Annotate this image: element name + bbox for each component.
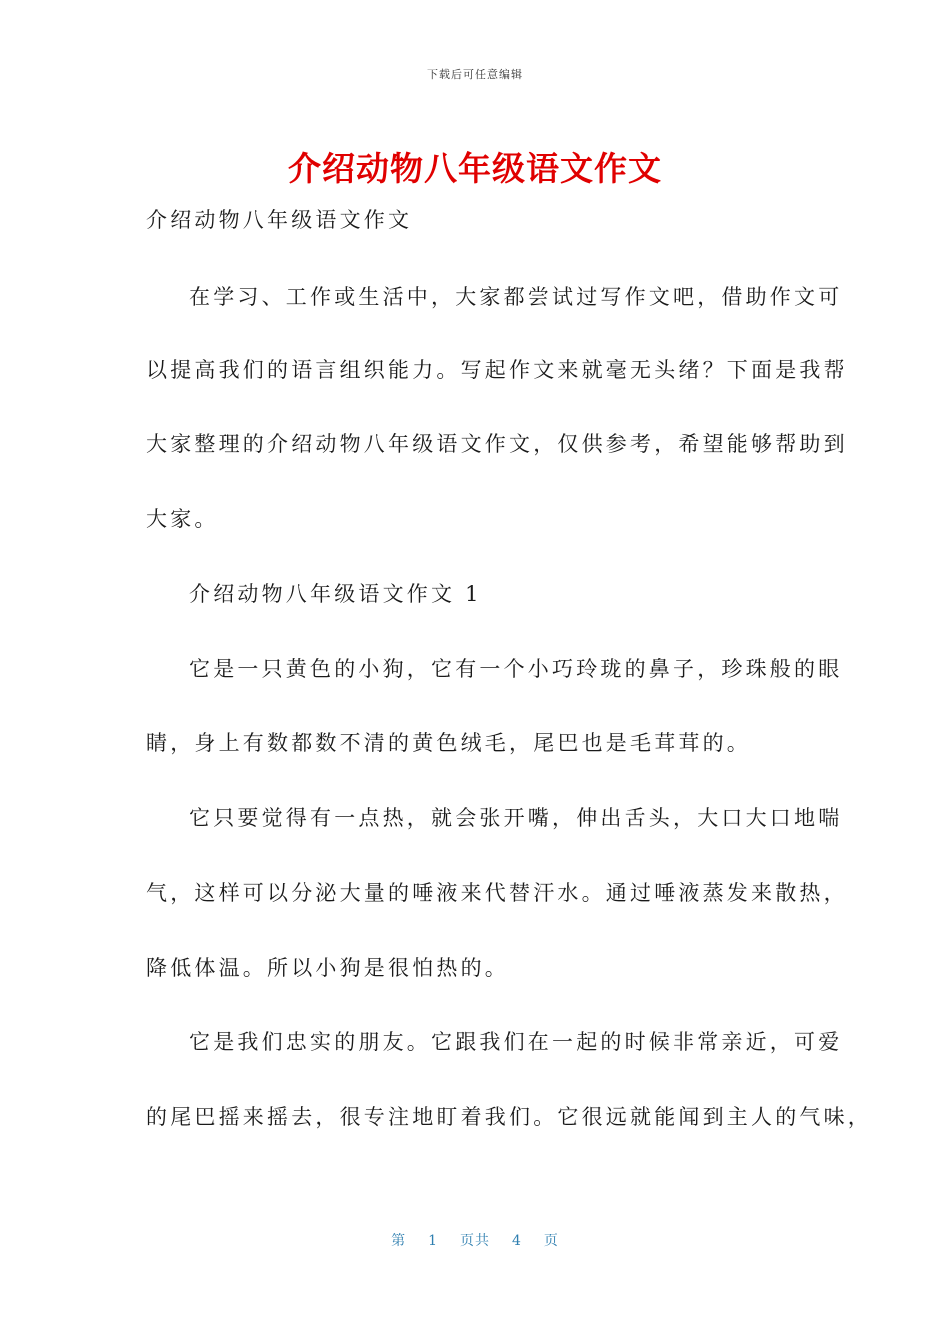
page-footer bbox=[0, 1230, 950, 1250]
footer-total-pages: 4 bbox=[512, 1233, 522, 1249]
paragraph-line: 大家。 bbox=[146, 507, 219, 531]
paragraph-line: 它只要觉得有一点热，就会张开嘴，伸出舌头，大口大口地喘 bbox=[189, 806, 843, 830]
footer-middle: 页共 bbox=[460, 1233, 490, 1249]
subtitle-line: 介绍动物八年级语文作文 bbox=[146, 208, 413, 232]
paragraph-line: 在学习、工作或生活中，大家都尝试过写作文吧，借助作文可 bbox=[189, 285, 843, 309]
section-heading: 介绍动物八年级语文作文 1 bbox=[189, 582, 482, 606]
paragraph-line: 它是我们忠实的朋友。它跟我们在一起的时候非常亲近，可爱 bbox=[189, 1030, 843, 1054]
paragraph-line: 的尾巴摇来摇去，很专注地盯着我们。它很远就能闻到主人的气味， bbox=[146, 1105, 872, 1129]
footer-suffix: 页 bbox=[543, 1233, 559, 1249]
paragraph-line: 大家整理的介绍动物八年级语文作文，仅供参考，希望能够帮助到 bbox=[146, 432, 848, 456]
document-title: 介绍动物八年级语文作文 bbox=[288, 149, 662, 188]
paragraph-line: 睛，身上有数都数不清的黄色绒毛，尾巴也是毛茸茸的。 bbox=[146, 731, 751, 755]
paragraph-line: 它是一只黄色的小狗，它有一个小巧玲珑的鼻子，珍珠般的眼 bbox=[189, 657, 843, 681]
footer-prefix: 第 bbox=[391, 1233, 407, 1249]
paragraph-line: 气，这样可以分泌大量的唾液来代替汗水。通过唾液蒸发来散热， bbox=[146, 881, 848, 905]
paragraph-line: 以提高我们的语言组织能力。写起作文来就毫无头绪？下面是我帮 bbox=[146, 358, 848, 382]
paragraph-line: 降低体温。所以小狗是很怕热的。 bbox=[146, 956, 509, 980]
header-note: 下载后可任意编辑 bbox=[427, 68, 523, 81]
footer-current-page: 1 bbox=[428, 1233, 438, 1249]
